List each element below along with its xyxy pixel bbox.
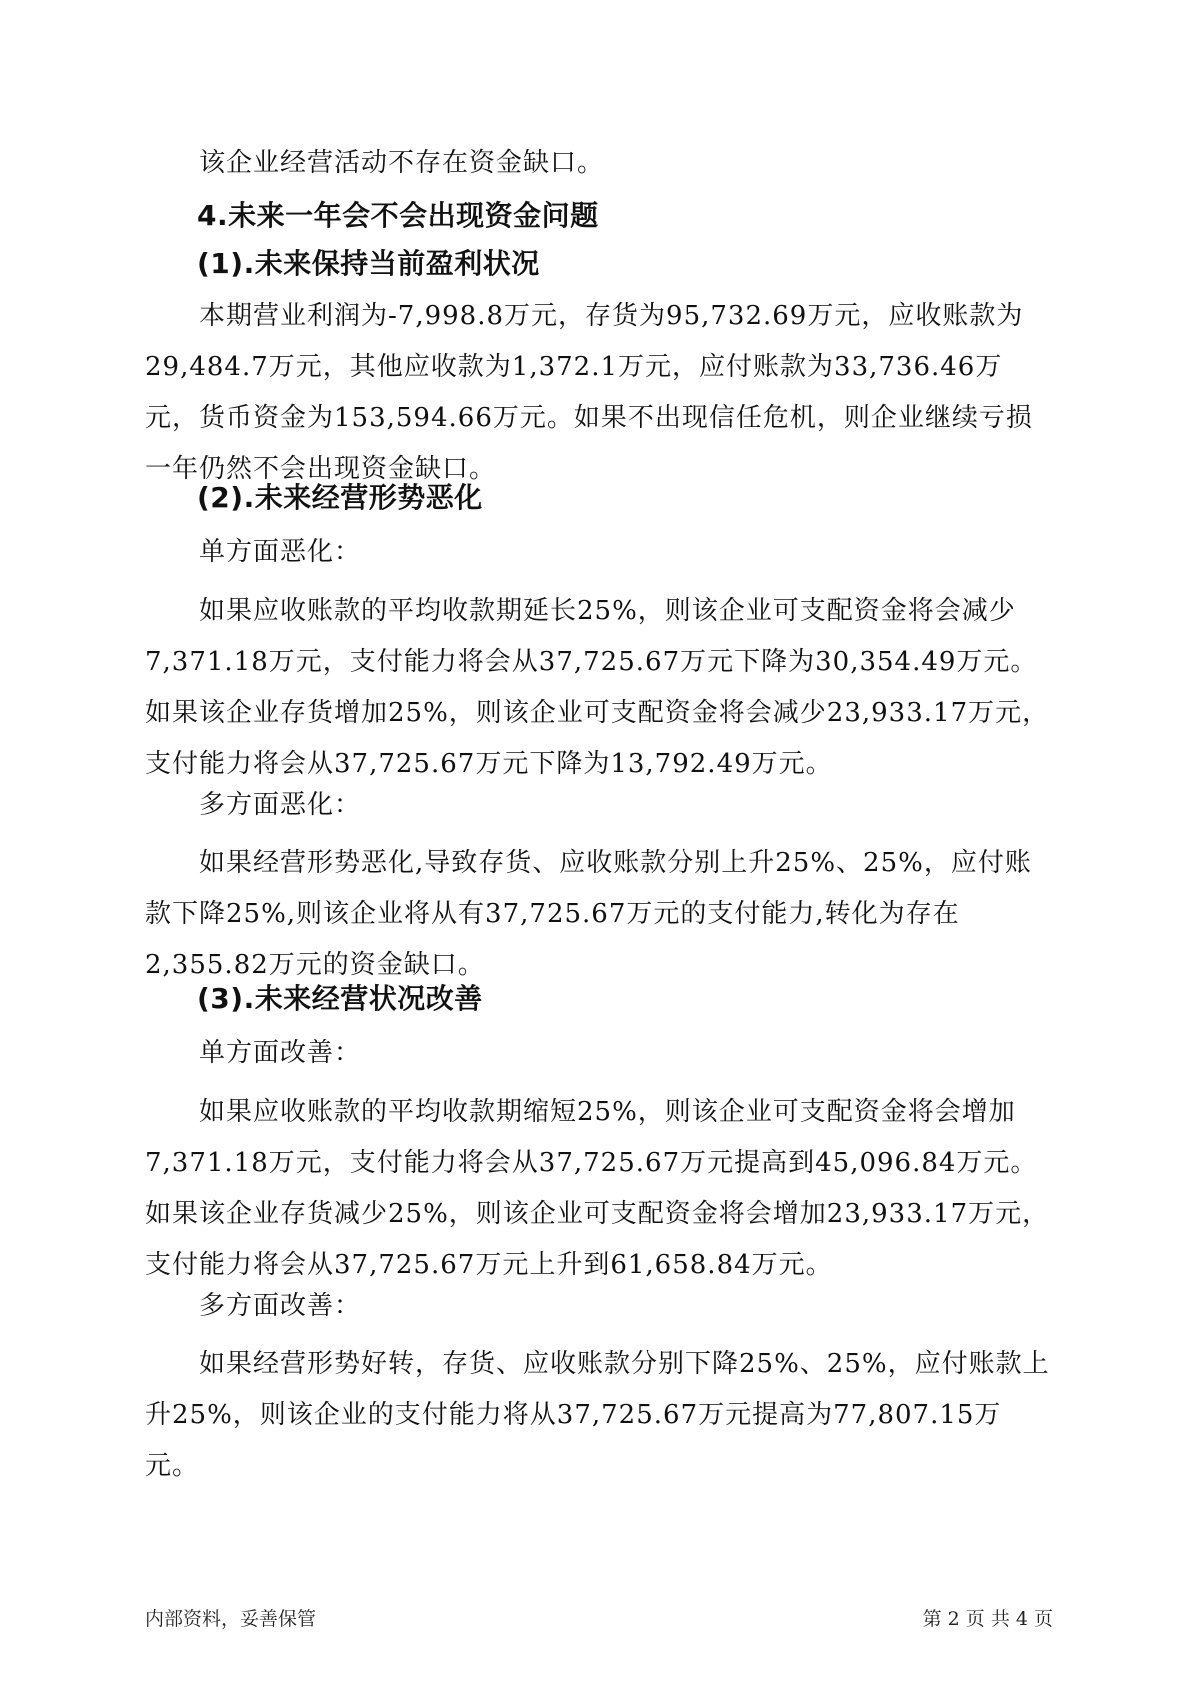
footer-confidential-note: 内部资料，妥善保管 (145, 1608, 317, 1630)
subheading-improvement: (3).未来经营状况改善 (197, 982, 483, 1015)
paragraph-single-improvement: 如果应收账款的平均收款期缩短25%，则该企业可支配资金将会增加7,371.18万元，支付能力将会从37,725.67万元提高到45,096.84万元。如果该企业存货减少25%，则该企业可支配资金将会增加23,933.17万元，支付能力将会从37,725.67万元上升到61,658.84万元。 (145, 1097, 1050, 1280)
footer-page-number: 第 2 页 共 4 页 (922, 1608, 1053, 1630)
paragraph-single-deterioration: 如果应收账款的平均收款期延长25%，则该企业可支配资金将会减少7,371.18万元，支付能力将会从37,725.67万元下降为30,354.49万元。如果该企业存货增加25%，则该企业可支配资金将会减少23,933.17万元，支付能力将会从37,725.67万元下降为13,792.49万元。 (145, 596, 1050, 779)
paragraph-multi-deterioration: 如果经营形势恶化,导致存货、应收账款分别上升25%、25%，应付账款下降25%,则该企业将从有37,725.67万元的支付能力,转化为存在2,355.82万元的资金缺口。 (145, 848, 1032, 980)
paragraph-multi-deterioration-label: 多方面恶化： (199, 790, 362, 820)
paragraph-multi-improvement: 如果经营形势好转，存货、应收账款分别下降25%、25%，应付账款上升25%，则该企业的支付能力将从37,725.67万元提高为77,807.15万元。 (145, 1349, 1050, 1481)
subheading-current-profit: (1).未来保持当前盈利状况 (197, 247, 540, 280)
paragraph-no-gap: 该企业经营活动不存在资金缺口。 (199, 148, 605, 178)
paragraph-single-improvement-label: 单方面改善： (199, 1038, 362, 1068)
paragraph-multi-improvement-label: 多方面改善： (199, 1291, 362, 1321)
paragraph-current-profit: 本期营业利润为-7,998.8万元，存货为95,732.69万元，应收账款为29,484.7万元，其他应收款为1,372.1万元，应付账款为33,736.46万元，货币资金为153,594.66万元。如果不出现信任危机，则企业继续亏损一年仍然不会出现资金缺口。 (145, 301, 1033, 484)
paragraph-single-deterioration-label: 单方面恶化： (199, 537, 362, 567)
subheading-deterioration: (2).未来经营形势恶化 (197, 481, 483, 514)
section-heading-4: 4.未来一年会不会出现资金问题 (197, 199, 599, 232)
